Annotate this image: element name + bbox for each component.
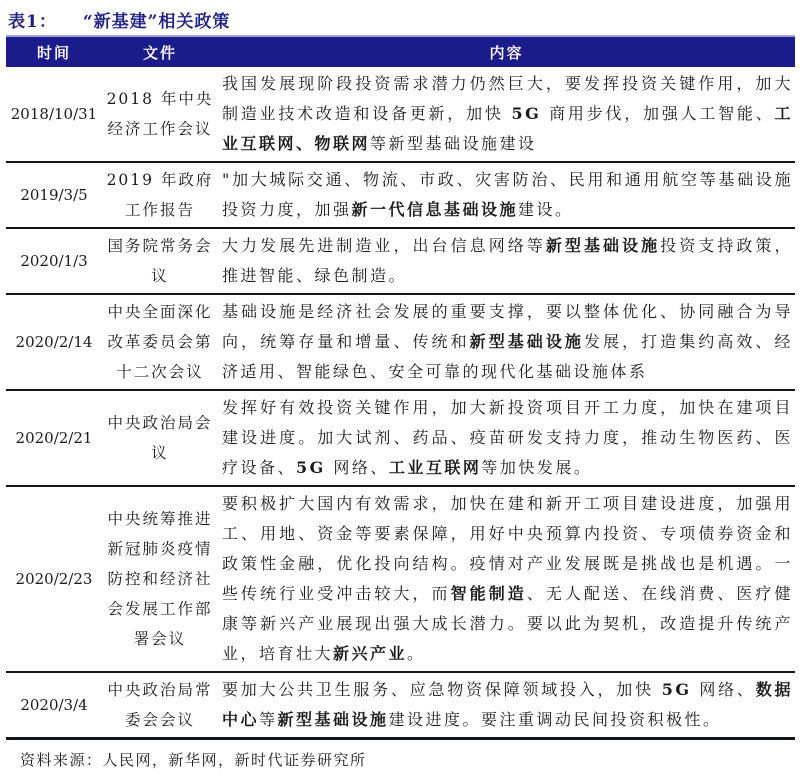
table-title [0,0,800,35]
table-title-label: 表1： [8,12,57,32]
row-content: "加大城际交通、物流、市政、灾害防治、民用和通用航空等基础设施投资力度，加强新一代信息基础设施建设。 [222,170,793,219]
row-content: 要积极扩大国内有效需求，加快在建和新开工项目建设进度，加强用工、用地、资金等要素保障，用好中央预算内投资、专项债券资金和政策性金融，优化投向结构。疫情对产业发展既是挑战也是机遇。一些传统行业受冲击较大，而智能制造、无人配送、在线消费、医疗健康等新兴产业展现出强大成长潜力。要以此为契机，改造提升传统产业，培育壮大新兴产业。 [222,494,793,663]
table-row [6,229,795,295]
row-document: 国务院常务会议 [107,237,213,285]
table-row [6,67,795,163]
table-row [6,487,795,673]
row-content: 我国发展现阶段投资需求潜力仍然巨大，要发挥投资关键作用，加大制造业技术改造和设备更新，加快 5G 商用步伐，加强人工智能、工业互联网、物联网等新型基础设施建设 [222,74,793,153]
table-body [6,67,795,740]
row-document: 中央政治局会议 [107,414,213,462]
table-title-text: “新基建”相关政策 [82,12,231,32]
row-document: 2018 年中央经济工作会议 [106,90,214,138]
column-header-time: 时间 [36,43,71,62]
row-date: 2020/3/4 [20,696,88,714]
source-text: 人民网，新华网，新时代证券研究所 [102,751,367,769]
table-row [6,295,795,391]
row-document: 中央政治局常委会会议 [107,681,213,729]
table-header-row [6,35,795,67]
row-date: 2020/2/14 [15,333,93,351]
policy-table [6,35,795,740]
table-row [6,673,795,740]
row-content: 大力发展先进制造业，出台信息网络等新型基础设施投资支持政策，推进智能、绿色制造。 [222,236,793,285]
row-date: 2020/1/3 [20,252,88,270]
row-date: 2019/3/5 [20,186,88,204]
source-label: 资料来源： [20,751,103,769]
table-row [6,391,795,487]
row-content: 发挥好有效投资关键作用，加大新投资项目开工力度，加快在建项目建设进度。加大试剂、药品、疫苗研发支持力度，推动生物医药、医疗设备、5G 网络、工业互联网等加快发展。 [222,398,793,477]
row-date: 2018/10/31 [10,105,98,123]
row-document: 中央全面深化改革委员会第十二次会议 [107,303,213,381]
column-header-document: 文件 [142,43,177,62]
row-content: 要加大公共卫生服务、应急物资保障领域投入，加快 5G 网络、数据中心等新型基础设施建设进度。要注重调动民间投资积极性。 [222,680,793,729]
source-note [0,740,800,770]
row-date: 2020/2/21 [15,429,93,447]
column-header-content: 内容 [489,43,524,62]
row-content: 基础设施是经济社会发展的重要支撑，要以整体优化、协同融合为导向，统筹存量和增量、传统和新型基础设施发展，打造集约高效、经济适用、智能绿色、安全可靠的现代化基础设施体系 [222,302,793,381]
row-document: 2019 年政府工作报告 [106,171,214,219]
row-date: 2020/2/23 [15,570,93,588]
row-document: 中央统筹推进新冠肺炎疫情防控和经济社会发展工作部署会议 [107,510,213,648]
table-row [6,163,795,229]
